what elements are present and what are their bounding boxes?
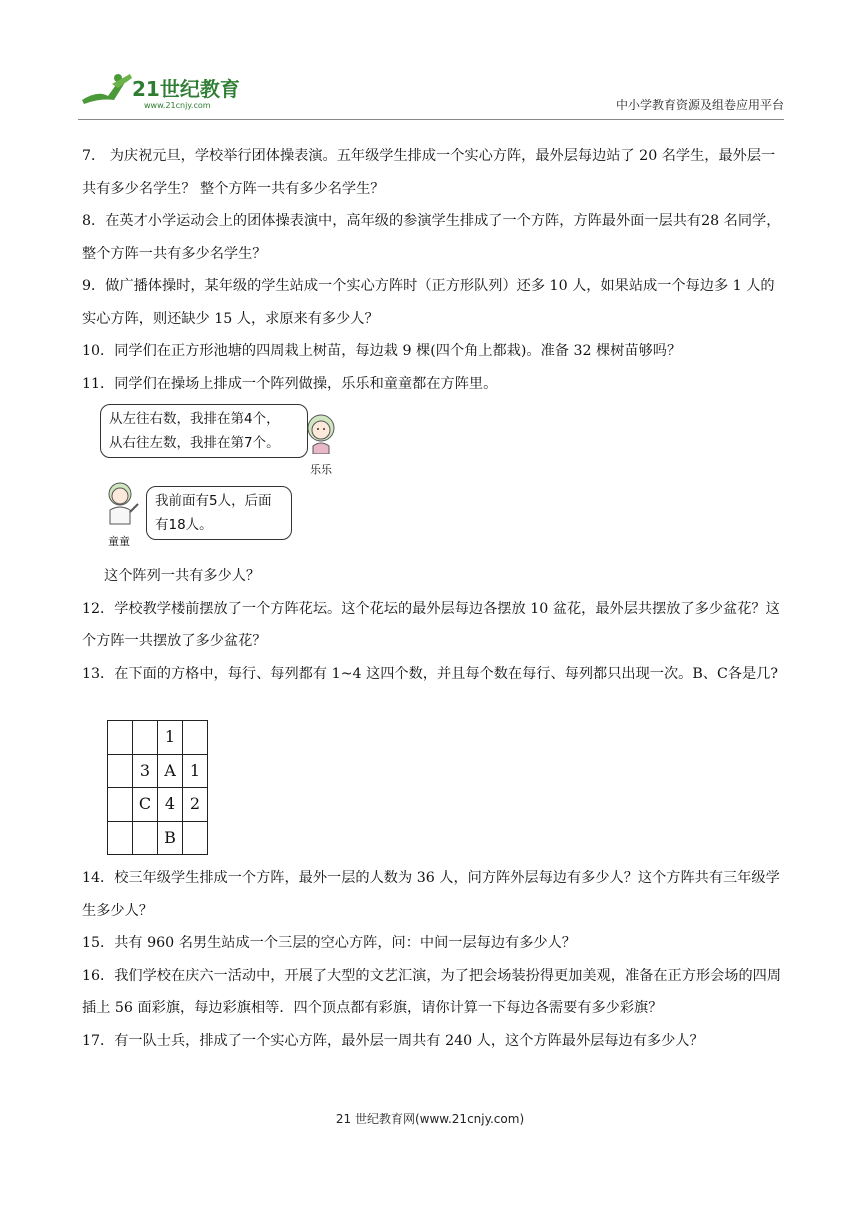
grid-row <box>108 821 208 855</box>
grid-cell: 1 <box>183 754 208 788</box>
girl-icon <box>102 480 142 526</box>
grid-cell: 1 <box>158 721 183 755</box>
question-12: 12．学校教学楼前摆放了一个方阵花坛。这个花坛的最外层每边各摆放 10 盆花，最外层共摆放了多少盆花？这个方阵一共摆放了多少盆花？ <box>82 600 780 649</box>
grid-cell <box>108 754 133 788</box>
grid-cell: C <box>133 788 158 822</box>
grid-cell <box>108 721 133 755</box>
grid-cell: 3 <box>133 754 158 788</box>
question-15: 15．共有 960 名男生站成一个三层的空心方阵，问：中间一层每边有多少人？ <box>82 935 576 951</box>
grid-cell: 4 <box>158 788 183 822</box>
girl-icon <box>304 412 338 454</box>
grid-row <box>108 788 208 822</box>
grid-cell: 2 <box>183 788 208 822</box>
question-9: 9．做广播体操时，某年级的学生站成一个实心方阵时（正方形队列）还多 10 人，如果站成一个每边多 1 人的实心方阵，则还缺少 15 人，求原来有多少人？ <box>82 278 775 327</box>
bubble-line: 有18人。 <box>155 517 213 533</box>
grid-cell <box>183 721 208 755</box>
question-13: 13．在下面的方格中，每行、每列都有 1~4 这四个数，并且每个数在每行、每列都只出现一次。B、C各是几? <box>82 665 778 682</box>
question-11: 11．同学们在操场上排成一个阵列做操，乐乐和童童都在方阵里。 <box>82 375 498 392</box>
question-11-ask: 这个阵列一共有多少人？ <box>104 568 261 584</box>
bubble-line: 从左往右数，我排在第4个， <box>109 411 280 427</box>
question-7: 7． 为庆祝元旦，学校举行团体操表演。五年级学生排成一个实心方阵，最外层每边站了 20 名学生，最外层一共有多少名学生？ 整个方阵一共有多少名学生？ <box>82 148 776 197</box>
grid-cell <box>133 721 158 755</box>
question-14: 14．校三年级学生排成一个方阵，最外一层的人数为 36 人，问方阵外层每边有多少人？这个方阵共有三年级学生多少人？ <box>82 870 780 919</box>
site-logo <box>78 70 248 112</box>
question-16: 16．我们学校在庆六一活动中，开展了大型的文艺汇演，为了把会场装扮得更加美观，准备在正方形会场的四周插上 56 面彩旗，每边彩旗相等．四个顶点都有彩旗，请你计算一下每边各需要有多少彩旗？ <box>82 967 782 1016</box>
grid-cell <box>183 821 208 855</box>
grid-cell: A <box>158 754 183 788</box>
header-divider <box>78 119 784 120</box>
page-footer: 21 世纪教育网(www.21cnjy.com) <box>335 1112 525 1126</box>
question-list <box>82 140 782 1057</box>
bubble-line: 我前面有5人，后面 <box>155 493 272 509</box>
character-name-tongtong: 童童 <box>108 535 130 548</box>
speech-bubble-tongtong <box>146 486 292 540</box>
character-name-lele: 乐乐 <box>310 463 332 476</box>
svg-text:www.21cnjy.com: www.21cnjy.com <box>144 101 211 110</box>
platform-name: 中小学教育资源及组卷应用平台 <box>615 98 784 112</box>
number-grid-wrap <box>82 690 782 862</box>
page-header <box>78 70 784 116</box>
bubble-line: 从右往左数，我排在第7个。 <box>109 435 280 451</box>
grid-row <box>108 754 208 788</box>
number-grid <box>107 720 208 855</box>
grid-cell <box>108 788 133 822</box>
svg-text:21世纪教育: 21世纪教育 <box>132 77 240 101</box>
grid-row <box>108 721 208 755</box>
q11-illustration <box>100 400 782 560</box>
grid-cell <box>133 821 158 855</box>
grid-cell: B <box>158 821 183 855</box>
question-17: 17．有一队士兵，排成了一个实心方阵，最外层一周共有 240 人，这个方阵最外层每边有多少人？ <box>82 1032 704 1049</box>
question-8: 8．在英才小学运动会上的团体操表演中，高年级的参演学生排成了一个方阵，方阵最外面一层共有28 名同学，整个方阵一共有多少名学生？ <box>82 213 781 262</box>
speech-bubble-lele <box>100 404 308 458</box>
grid-cell <box>108 821 133 855</box>
question-10: 10．同学们在正方形池塘的四周栽上树苗，每边栽 9 棵(四个角上都栽)。准备 32 棵树苗够吗？ <box>82 343 682 359</box>
